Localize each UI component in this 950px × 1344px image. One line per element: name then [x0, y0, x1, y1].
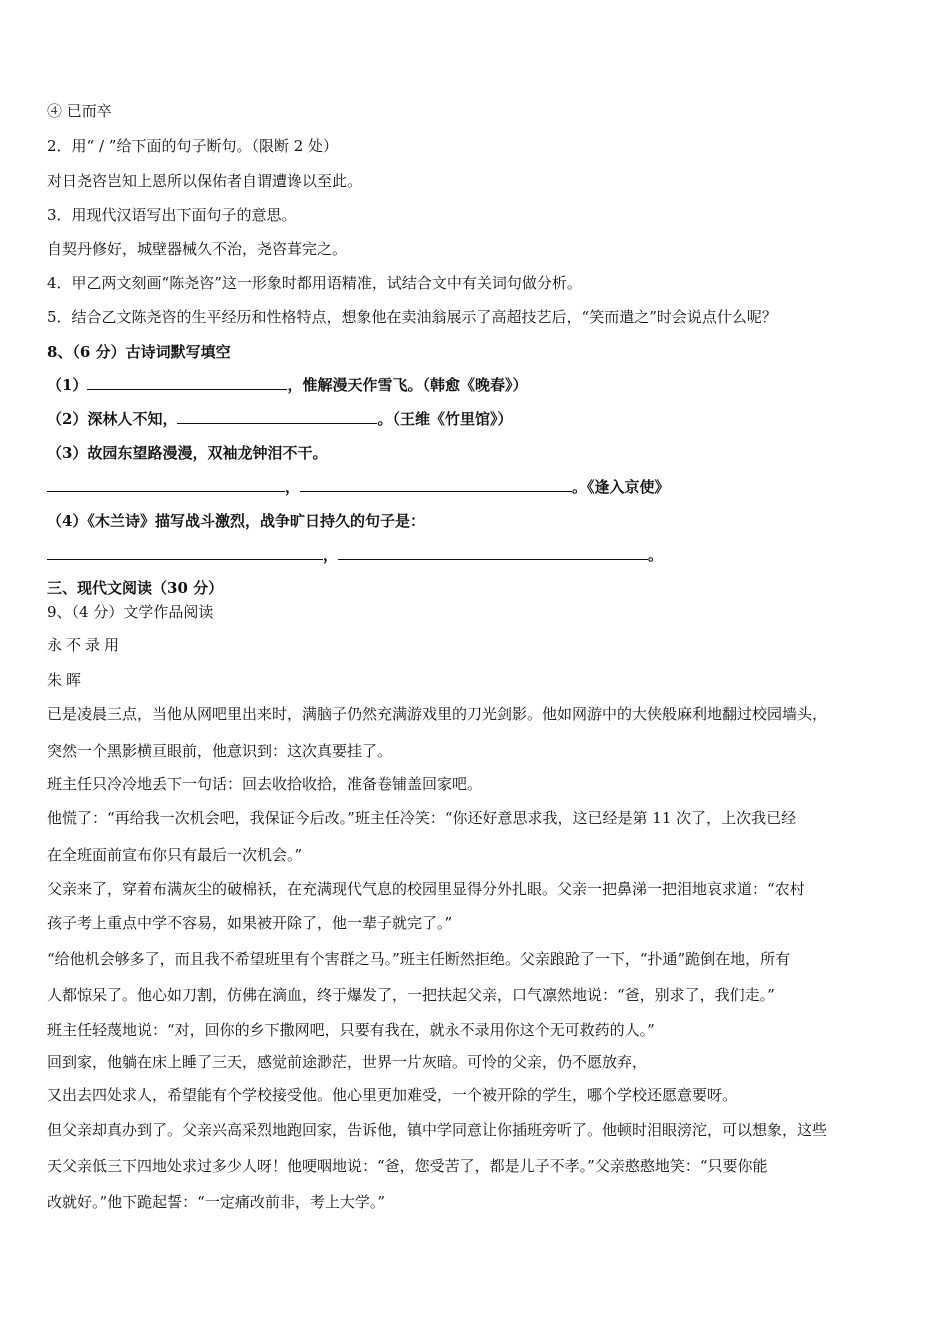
- article-author: 朱晖: [47, 671, 86, 689]
- article-line: 又出去四处求人，希望能有个学校接受他。他心里更加难受，一个被开除的学生，哪个学校还愿意要呀。: [47, 1086, 738, 1104]
- q9-heading: 9、（4 分）文学作品阅读: [47, 603, 214, 621]
- article-line: 回到家，他躺在床上睡了三天，感觉前途渺茫，世界一片灰暗。可怜的父亲，仍不愿放弃，: [47, 1053, 648, 1071]
- article-line: 人都惊呆了。他心如刀割，仿佛在滴血，终于爆发了，一把扶起父亲，口气凛然地说：“爸，别求了，我们走。”: [47, 986, 775, 1004]
- question-2: 2．用“ / ”给下面的句子断句。（限断 2 处）: [47, 137, 339, 155]
- article-line: 在全班面前宣布你只有最后一次机会。”: [47, 846, 303, 864]
- q8-item-2-before: （2）深林人不知，: [47, 410, 178, 428]
- q8-item-2-after: 。（王维《竹里馆》）: [377, 410, 513, 428]
- option-4: ④ 已而卒: [47, 102, 112, 120]
- q8-item-3: （3）故园东望路漫漫，双袖龙钟泪不干。: [47, 444, 328, 462]
- q8-item-3-end: 。《逢入京使》: [572, 478, 670, 496]
- answer-blank-4b[interactable]: [338, 544, 648, 560]
- q8-item-4-comma: ，: [323, 546, 339, 564]
- article-line: 孩子考上重点中学不容易，如果被开除了，他一辈子就完了。”: [47, 914, 453, 932]
- q8-item-3-blanks: [47, 476, 910, 498]
- q8-heading: 8、（6 分）古诗词默写填空: [47, 343, 231, 361]
- article-title: 永不录用: [47, 636, 124, 654]
- q8-item-4: （4）《木兰诗》描写战斗激烈，战争旷日持久的句子是：: [47, 512, 425, 530]
- question-3-text: 自契丹修好，城壁器械久不治，尧咨葺完之。: [47, 240, 348, 258]
- section-3-heading: 三、现代文阅读（30 分）: [47, 579, 224, 597]
- article-line: 已是凌晨三点，当他从网吧里出来时，满脑子仍然充满游戏里的刀光剑影。他如网游中的大侠般麻利地翻过校园墙头，: [47, 705, 828, 723]
- article-line: 改就好。”他下跪起誓：“一定痛改前非，考上大学。”: [47, 1193, 386, 1211]
- article-line: 突然一个黑影横亘眼前，他意识到：这次真要挂了。: [47, 742, 393, 760]
- q8-item-4-blanks: [47, 544, 910, 566]
- q8-item-2: [47, 408, 910, 430]
- article-line: 班主任轻蔑地说：“对，回你的乡下撒网吧，只要有我在，就永不录用你这个无可救药的人。”: [47, 1021, 655, 1039]
- article-line: 他慌了：“再给我一次机会吧，我保证今后改。”班主任冷笑：“你还好意思求我，这已经是第 11 次了，上次我已经: [47, 809, 797, 827]
- q8-item-3-comma: ，: [285, 478, 301, 496]
- q8-item-1-number: （1）: [47, 376, 88, 394]
- question-4: 4．甲乙两文刻画“陈尧咨”这一形象时都用语精准，试结合文中有关词句做分析。: [47, 274, 582, 292]
- q8-item-1-text: ，惟解漫天作雪飞。（韩愈《晚春》）: [287, 376, 528, 394]
- answer-blank-4a[interactable]: [47, 544, 323, 560]
- question-5: 5．结合乙文陈尧咨的生平经历和性格特点，想象他在卖油翁展示了高超技艺后，“笑而遣之”时会说点什么呢？: [47, 308, 777, 326]
- question-2-text: 对日尧咨岂知上恩所以保佑者自谓遭谗以至此。: [47, 172, 363, 190]
- question-3: 3．用现代汉语写出下面句子的意思。: [47, 206, 297, 224]
- article-line: 父亲来了，穿着布满灰尘的破棉袄，在充满现代气息的校园里显得分外扎眼。父亲一把鼻涕一把泪地哀求道：“农村: [47, 880, 805, 898]
- q8-item-4-end: 。: [648, 546, 664, 564]
- answer-blank-3b[interactable]: [300, 476, 572, 492]
- article-line: 班主任只冷冷地丢下一句话：回去收拾收拾，准备卷铺盖回家吧。: [47, 775, 483, 793]
- article-line: 但父亲却真办到了。父亲兴高采烈地跑回家，告诉他，镇中学同意让你插班旁听了。他顿时泪眼滂沱，可以想象，这些: [47, 1121, 828, 1139]
- answer-blank-2[interactable]: [177, 408, 377, 424]
- answer-blank-1[interactable]: [87, 374, 287, 390]
- article-line: 天父亲低三下四地处求过多少人呀！他哽咽地说：“爸，您受苦了，都是儿子不孝。”父亲憨憨地笑：“只要你能: [47, 1157, 768, 1175]
- q8-item-1: [47, 374, 910, 396]
- answer-blank-3a[interactable]: [47, 476, 285, 492]
- article-line: “给他机会够多了，而且我不希望班里有个害群之马。”班主任断然拒绝。父亲踉跄了一下，“扑通”跪倒在地，所有: [47, 950, 791, 968]
